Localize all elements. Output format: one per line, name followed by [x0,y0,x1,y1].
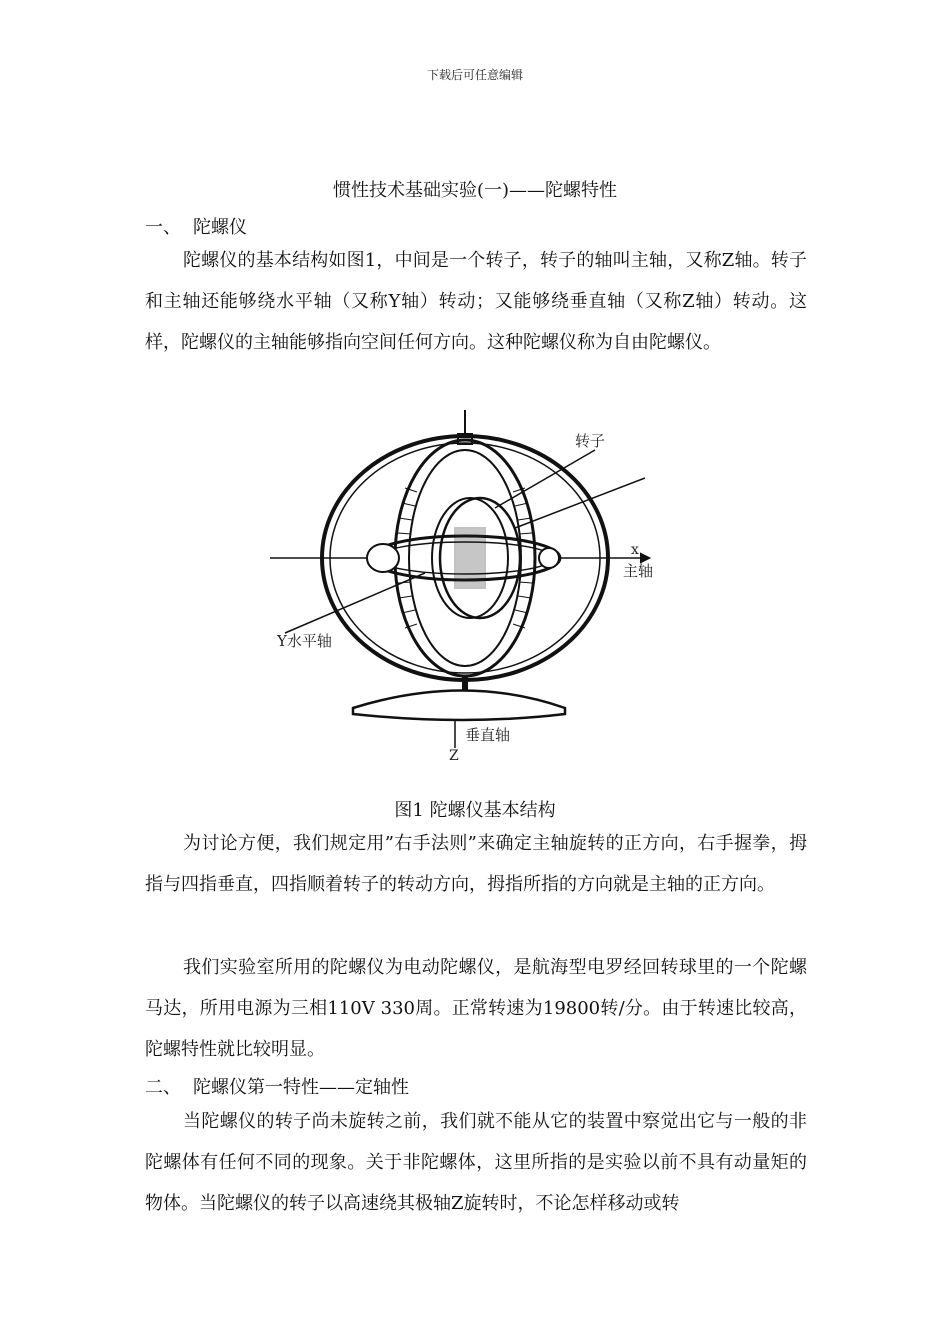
label-vertical-axis: 垂直轴 [465,726,511,744]
label-x: x [631,542,639,558]
section-title: 陀螺仪第一特性——定轴性 [193,1077,409,1098]
rotor-hub [455,528,485,588]
label-z: Z [449,748,459,763]
header-note: 下载后可任意编辑 [426,68,523,82]
section-heading-1 [145,213,247,239]
paragraph-2: 为讨论方便，我们规定用”右手法则”来确定主轴旋转的正方向，右手握拳，拇指与四指垂直，四指顺着转子的转动方向，拇指所指的方向就是主轴的正方向。 [145,833,807,895]
paragraph-4: 当陀螺仪的转子尚未旋转之前，我们就不能从它的装置中察觉出它与一般的非陀螺体有任何不同的现象。关于非陀螺体，这里所指的是实验以前不具有动量矩的物体。当陀螺仪的转子以高速绕其极轴Z旋转时，不论怎样移动或转 [145,1111,807,1214]
left-bearing [367,544,399,572]
section-heading-2 [145,1073,409,1099]
section-number: 二、 [145,1077,181,1098]
main-axis-arrow [641,554,649,562]
right-bearing [539,548,559,568]
paragraph-1: 陀螺仪的基本结构如图1，中间是一个转子，转子的轴叫主轴，又称Z轴。转子和主轴还能够绕水平轴（又称Y轴）转动；又能够绕垂直轴（又称Z轴）转动。这样，陀螺仪的主轴能够指向空间任何方向。这种陀螺仪称为自由陀螺仪。 [145,250,807,353]
section-title: 陀螺仪 [193,217,247,238]
gyroscope-diagram [265,408,675,763]
document-title: 惯性技术基础实验(一)——陀螺特性 [332,180,618,201]
section-number: 一、 [145,217,181,238]
label-y-axis: Y水平轴 [277,632,332,650]
label-main-axis: 主轴 [623,562,654,580]
paragraph-3: 我们实验室所用的陀螺仪为电动陀螺仪，是航海型电罗经回转球里的一个陀螺马达，所用电源为三相110V 330周。正常转速为19800转/分。由于转速比较高，陀螺特性就比较明显。 [145,957,807,1060]
base-plate [353,691,565,721]
gyroscope-figure [265,408,675,763]
figure-caption: 图1 陀螺仪基本结构 [394,800,556,821]
label-rotor: 转子 [575,432,606,450]
